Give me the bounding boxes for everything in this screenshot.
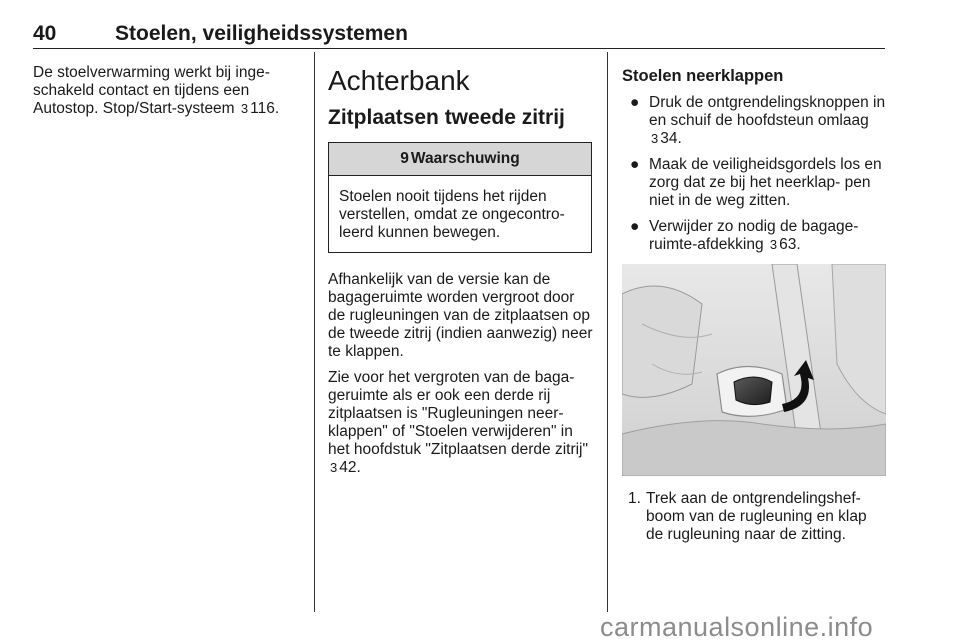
bullet-icon: ● bbox=[630, 218, 640, 235]
step-list bbox=[622, 490, 888, 544]
bullet-icon: ● bbox=[630, 94, 640, 111]
bullet-icon: ● bbox=[630, 156, 640, 173]
section-heading: Achterbank bbox=[328, 65, 470, 96]
column-1 bbox=[33, 64, 305, 126]
page-reference: 116. bbox=[250, 100, 280, 117]
warning-header bbox=[329, 143, 591, 176]
list-item-text: Verwijder zo nodig de bagage- ruimte-afdekking bbox=[649, 218, 859, 253]
paragraph-text: Zie voor het vergroten van de baga- geruimte als er ook een derde rij zitplaatsen is "Rugleuningen neer- klappen" of "Stoelen verwijderen" in het hoofdstuk "Zitplaatsen derde zitrij" bbox=[328, 369, 589, 458]
page-reference-icon: 3 bbox=[769, 237, 778, 252]
page-number: 40 bbox=[33, 22, 57, 45]
page-header bbox=[33, 16, 885, 49]
step-item bbox=[622, 490, 888, 544]
page-reference-icon: 3 bbox=[651, 131, 659, 146]
step-number: 1. bbox=[628, 490, 641, 507]
list-item-text: Druk de ontgrendelingsknoppen in en schuif de hoofdsteun omlaag bbox=[649, 94, 886, 129]
paragraph: Afhankelijk van de versie kan de bagageruimte worden vergroot door de rugleuningen van de zitplaatsen op de tweede zitrij (indien aanwezig) neer te klappen. bbox=[328, 271, 593, 360]
subsection-heading: Zitplaatsen tweede zitrij bbox=[328, 106, 565, 129]
page-reference-icon: 3 bbox=[240, 101, 249, 116]
page-reference: 34. bbox=[660, 130, 682, 147]
warning-icon: 9 bbox=[400, 150, 409, 167]
column-divider bbox=[607, 52, 608, 612]
page-reference: 63. bbox=[779, 236, 801, 253]
seat-release-figure bbox=[622, 264, 886, 476]
watermark: carmanualsonline.info bbox=[600, 612, 874, 642]
page-reference-icon: 3 bbox=[330, 460, 338, 475]
chapter-title: Stoelen, veiligheidssystemen bbox=[115, 22, 408, 45]
step-text: Trek aan de ontgrendelingshef- boom van de rugleuning en klap de rugleuning naar de zitting. bbox=[646, 490, 867, 543]
list-item bbox=[622, 94, 888, 148]
column-3 bbox=[622, 64, 888, 544]
paragraph bbox=[328, 369, 594, 477]
warning-box bbox=[328, 142, 592, 253]
heating-text: De stoelverwarming werkt bij inge- schakeld contact en tijdens een Autostop. Stop/Start-systeem bbox=[33, 64, 270, 117]
heating-paragraph bbox=[33, 64, 305, 118]
warning-title: Waarschuwing bbox=[410, 150, 520, 167]
bullet-list bbox=[622, 94, 888, 254]
list-item bbox=[622, 218, 888, 254]
list-item-text: Maak de veiligheidsgordels los en zorg dat ze bij het neerklap- pen niet in de weg zitten. bbox=[649, 156, 882, 209]
column-2 bbox=[328, 64, 594, 485]
list-item bbox=[622, 156, 888, 210]
seat-release-illustration bbox=[622, 264, 886, 476]
section-heading: Stoelen neerklappen bbox=[622, 67, 784, 85]
warning-body: Stoelen nooit tijdens het rijden verstellen, omdat ze ongecontro- leerd kunnen bewegen. bbox=[339, 188, 565, 241]
column-divider bbox=[314, 52, 315, 612]
page-reference: 42. bbox=[339, 459, 361, 476]
